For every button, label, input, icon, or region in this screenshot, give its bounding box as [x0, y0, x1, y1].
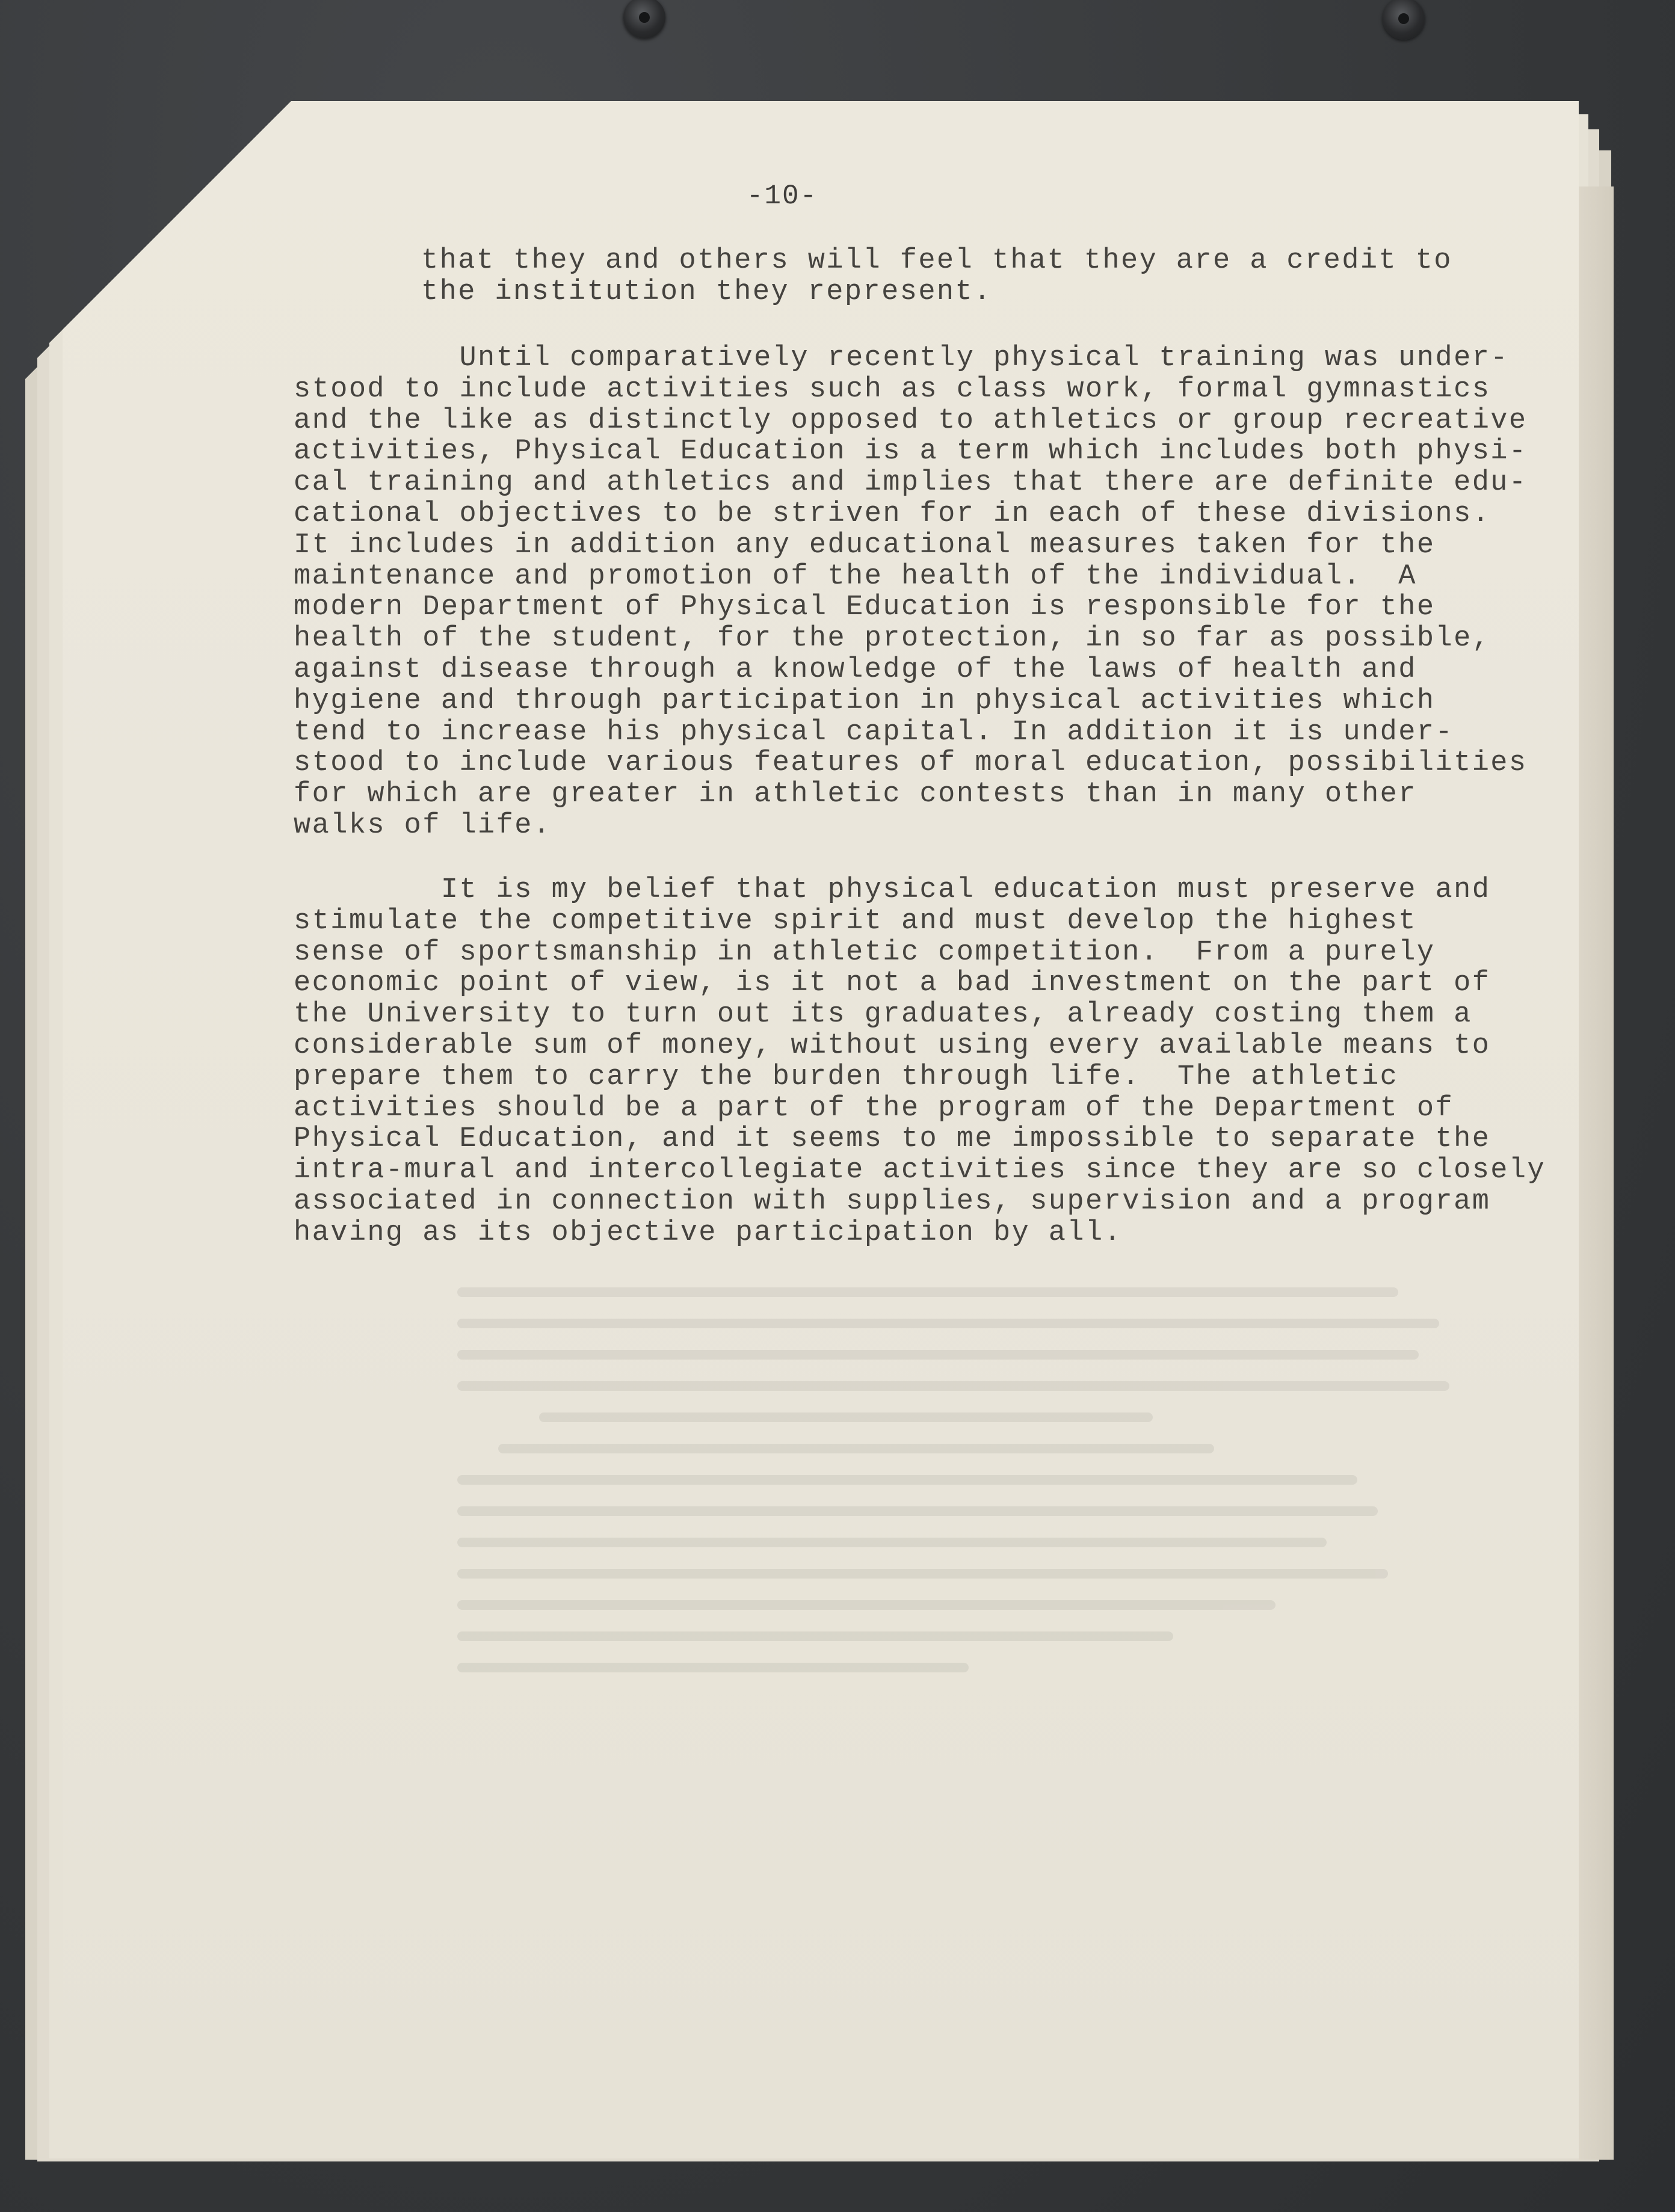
sheet-right-edge: [1579, 186, 1614, 2160]
bleed-through-text: [457, 1287, 1480, 1889]
paragraph-2: Until comparatively recently physical training was under- stood to include activities such as class work, formal gymnastics and the like as distinctly opposed to athletics or group recreative activities, Physical Education is a term which includes both physi- cal training and athletics and implies that there are definite edu- cational objectives to be striven for in each of these divisions. It includes in addition any educational measures taken for the maintenance and promotion of the health of the individual. A modern Department of Physical Education is responsible for the health of the student, for the protection, in so far as possible, against disease through a knowledge of the laws of health and hygiene and through participation in physical activities which tend to increase his physical capital. In addition it is under- stood to include various features of moral education, possibilities for which are greater in athletic contests than in many other walks of life.: [294, 342, 1528, 842]
paragraph-1: that they and others will feel that they are a credit to the institution they represent.: [421, 245, 1452, 308]
tack-left-icon: [623, 0, 665, 39]
paragraph-3: It is my belief that physical education must preserve and stimulate the competitive spirit and must develop the highest sense of sportsmanship in athletic competition. From a purely economic point of view, is it not a bad investment on the part of the University to turn out its graduates, already costing them a considerable sum of money, without using every available means to prepare them to carry the burden through life. The athletic activities should be a part of the program of the Department of Physical Education, and it seems to me impossible to separate the intra-mural and intercollegiate activities since they are so closely associated in connection with supplies, supervision and a program having as its objective participation by all.: [294, 874, 1546, 1249]
page-number: -10-: [746, 180, 818, 212]
tack-right-icon: [1383, 0, 1425, 40]
